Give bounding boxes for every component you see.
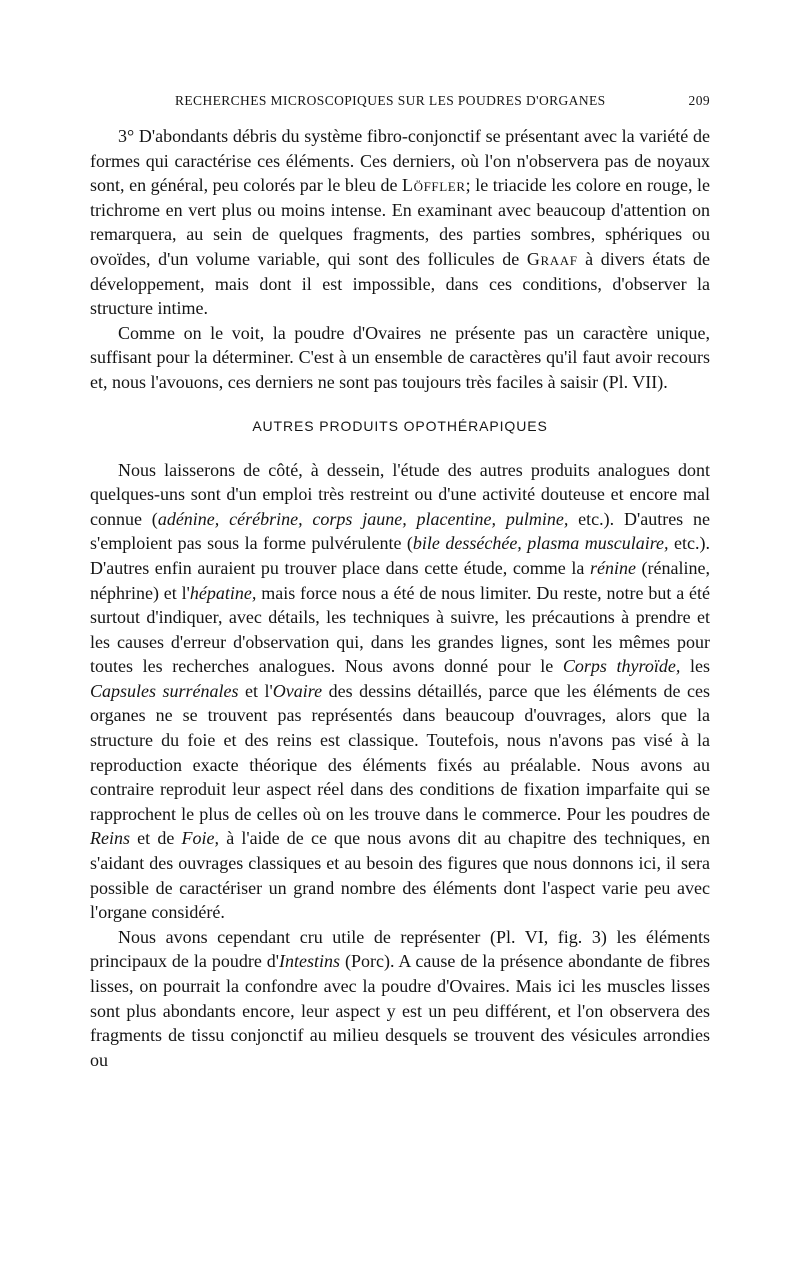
text-run: (Porc). A cause de la présence abondante de fibres lisses, on pourrait la confondre avec la poudre d'Ovaires. Mais ici les muscles lisses sont plus abondants encore, leur aspect y est un peu différent, et l'on observera des fragments de tissu conjonctif au milieu desquels se trouvent des vésicules arrondies ou xyxy=(90,951,710,1070)
italic-term: rénine xyxy=(589,557,636,578)
author-name-graaf: Graaf xyxy=(526,248,578,269)
italic-term: Ovaire xyxy=(272,680,323,701)
running-head xyxy=(175,93,710,113)
paragraph-autres-produits xyxy=(90,458,710,925)
italic-term: hépatine, xyxy=(189,582,257,603)
text-run: Nous avons cependant cru utile de représenter (Pl. VI, fig. 3) les éléments principaux de la poudre d' xyxy=(90,926,710,972)
text-run: et l' xyxy=(238,680,273,701)
italic-term: adénine, cérébrine, corps jaune, placentine, pulmine, xyxy=(157,508,569,529)
text-run: (rénaline, néphrine) et l' xyxy=(90,557,710,603)
section-heading: AUTRES PRODUITS OPOTHÉRAPIQUES xyxy=(252,417,548,434)
text-run: et de xyxy=(130,828,182,849)
text-run: les xyxy=(680,656,710,677)
italic-term: Capsules surrénales xyxy=(90,680,239,701)
page-number: 209 xyxy=(688,93,710,108)
text-run: Nous laisserons de côté, à dessein, l'étude des autres produits analogues dont quelques-uns sont d'un emploi très restreint ou d'une activité douteuse et encore mal connue ( xyxy=(90,459,710,529)
text-run: des dessins détaillés, parce que les éléments de ces organes ne se trouvent pas représentés dans beaucoup d'ouvrages, alors que la structure du foie et des reins est classique. Toutefois, nous n'avons pas visé à la reproduction exacte théorique des éléments fixés au préalable. Nous avons au contraire reproduit leur aspect réel dans des conditions de fixation imparfaite qui se rapprochent le plus de celles où on les trouve dans le commerce. Pour les poudres de xyxy=(90,680,710,824)
text-run: etc.). D'autres ne s'emploient pas sous la forme pulvérulente ( xyxy=(90,508,711,554)
text-run: 3° D'abondants débris du système fibro-conjonctif se présentant avec la variété de formes qui caractérise ces éléments. Ces derniers, où l'on n'observera pas de noyaux sont, en général, peu colorés par le bleu de xyxy=(90,126,710,196)
author-name-loffler: Löffler xyxy=(402,175,466,196)
italic-term: Corps thyroïde, xyxy=(562,656,681,677)
italic-term: Reins xyxy=(90,828,130,849)
italic-term: Foie, xyxy=(181,828,220,849)
paragraph-fibro-conjonctif xyxy=(90,124,710,321)
paragraph-intestins xyxy=(90,925,710,1073)
text-run: mais force nous a été de nous limiter. Du reste, notre but a été surtout d'indiquer, avec détails, les techniques à suivre, les précautions à prendre et les causes d'erreur d'observation qui, dans les grandes lignes, sont les mêmes pour toutes les recherches analogues. Nous avons donné pour le xyxy=(90,582,711,677)
text-column xyxy=(90,124,710,1072)
paragraph-ovaires-summary: Comme on le voit, la poudre d'Ovaires ne présente pas un caractère unique, suffisant pour la déterminer. C'est à un ensemble de caractères qu'il faut avoir recours et, nous l'avouons, ces derniers ne sont pas toujours très faciles à saisir (Pl. VII). xyxy=(90,322,710,392)
text-run: ; le triacide les colore en rouge, le trichrome en vert plus ou moins intense. En examinant avec beaucoup d'attention on remarquera, au sein de quelques fragments, des parties sombres, sphériques ou ovoïdes, d'un volume variable, qui sont des follicules de xyxy=(90,175,710,269)
italic-term: bile desséchée, plasma musculaire, xyxy=(412,533,669,554)
text-run: à divers états de développement, mais dont il est impossible, dans ces conditions, d'observer la structure intime. xyxy=(90,248,711,319)
text-run: etc.). D'autres enfin auraient pu trouver place dans cette étude, comme la xyxy=(90,533,710,578)
text-run: à l'aide de ce que nous avons dit au chapitre des techniques, en s'aidant des ouvrages classiques et au besoin des figures que nous donnons ici, il sera possible de caractériser un grand nombre des éléments dont l'aspect varie peu avec l'organe considéré. xyxy=(90,828,710,923)
italic-term: Intestins xyxy=(279,951,341,972)
running-title: RECHERCHES MICROSCOPIQUES SUR LES POUDRES D'ORGANES xyxy=(175,93,606,108)
